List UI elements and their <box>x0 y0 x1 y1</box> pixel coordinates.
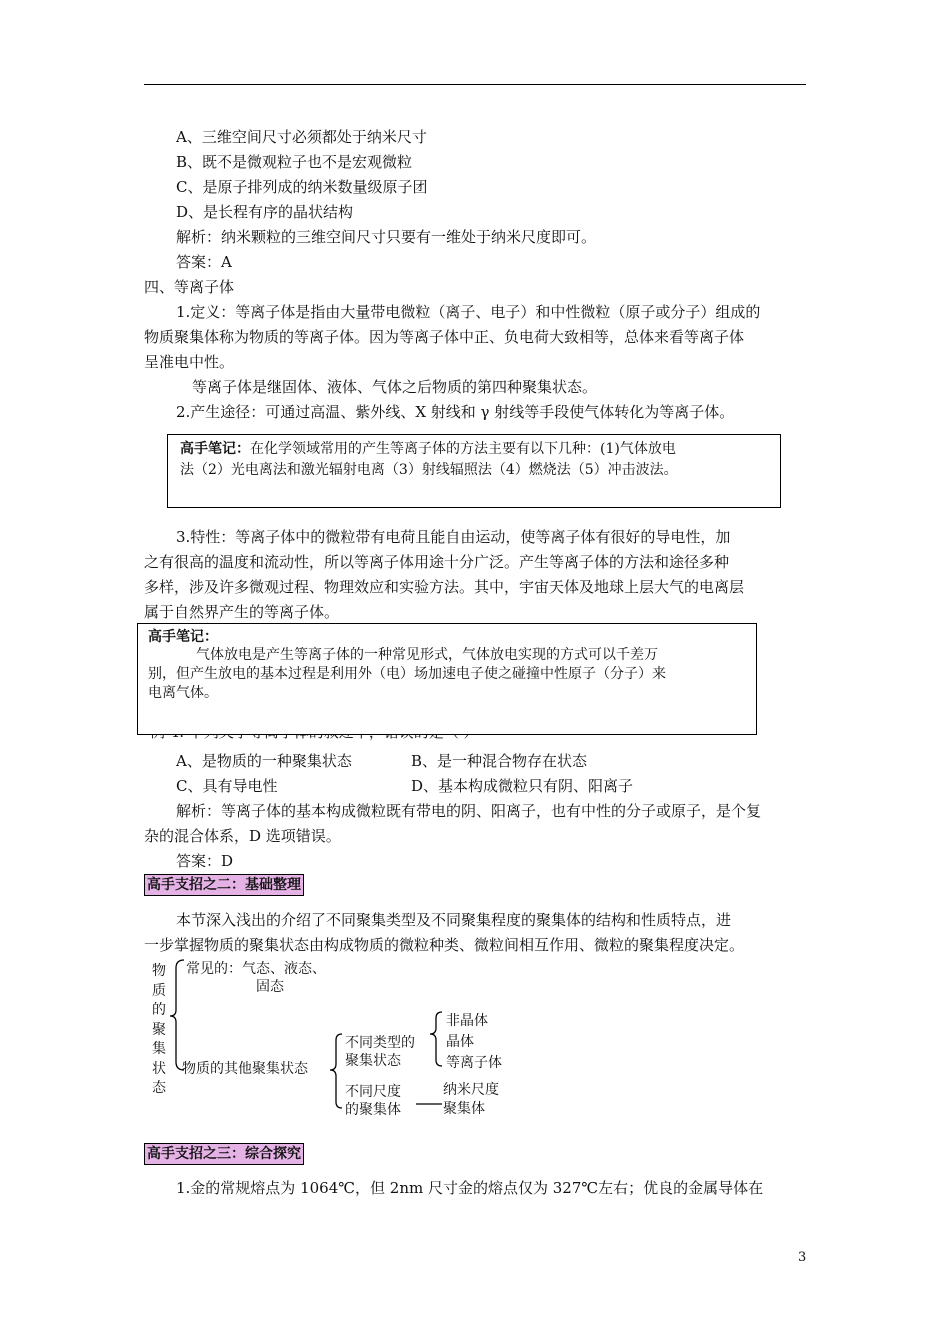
answer-q4: 答案：D <box>176 852 234 870</box>
note-1-label: 高手笔记： <box>180 441 250 457</box>
ex4-option-b: B、是一种混合物存在状态 <box>411 752 588 770</box>
gold-melting-line: 1.金的常规熔点为 1064℃，但 2nm 尺寸金的熔点仅为 327℃左右；优良的金属导体在 <box>176 1179 764 1197</box>
diagram-root: 物 质 的 聚 集 状 态 <box>152 963 166 1096</box>
note-2-line: 电离气体。 <box>148 685 218 701</box>
properties-line: 多样，涉及许多微观过程、物理效应和实验方法。其中，宇宙天体及地球上层大气的电离层 <box>144 578 745 596</box>
page-number: 3 <box>798 1250 807 1265</box>
diagram-nano: 聚集体 <box>443 1101 485 1117</box>
option-a: A、三维空间尺寸必须都处于纳米尺寸 <box>176 128 427 146</box>
properties-line: 属于自然界产生的等离子体。 <box>144 603 340 621</box>
ex4-option-c: C、具有导电性 <box>176 777 278 795</box>
answer-q3: 答案：A <box>176 253 232 271</box>
note-1-line-2: 法（2）光电离法和激光辐射电离（3）射线辐照法（4）燃烧法（5）冲击波法。 <box>180 462 678 478</box>
diagram-diff-type: 聚集状态 <box>345 1053 401 1069</box>
diagram-type-item: 非晶体 <box>446 1013 488 1029</box>
diagram-diff-size: 的聚集体 <box>345 1102 401 1118</box>
diagram-common: 固态 <box>256 979 284 995</box>
summary-line: 本节深入浅出的介绍了不同聚集类型及不同聚集程度的聚集体的结构和性质特点，进 <box>176 911 732 929</box>
ex4-option-a: A、是物质的一种聚集状态 <box>176 752 352 770</box>
diagram-diff-size: 不同尺度 <box>345 1084 401 1100</box>
analysis-q3: 解析：纳米颗粒的三维空间尺寸只要有一维处于纳米尺度即可。 <box>176 228 597 246</box>
definition-line: 物质聚集体称为物质的等离子体。因为等离子体中正、负电荷大致相等，总体来看等离子体 <box>144 328 745 346</box>
diagram-nano: 纳米尺度 <box>443 1082 499 1098</box>
fourth-state-text: 等离子体是继固体、液体、气体之后物质的第四种聚集状态。 <box>192 378 598 396</box>
properties-line: 3.特性：等离子体中的微粒带有电荷且能自由运动，使等离子体有很好的导电性，加 <box>176 528 731 546</box>
diagram-common: 常见的：气态、液态、 <box>186 961 326 977</box>
analysis-q4: 杂的混合体系，D 选项错误。 <box>144 827 341 845</box>
diagram-other-states: 物质的其他聚集状态 <box>182 1061 308 1077</box>
sub-brace <box>330 1034 342 1108</box>
ex4-option-d: D、基本构成微粒只有阴、阳离子 <box>411 777 634 795</box>
definition-line: 1.定义：等离子体是指由大量带电微粒（离子、电子）和中性微粒（原子或分子）组成的 <box>176 303 761 321</box>
definition-line: 呈准电中性。 <box>144 353 235 371</box>
type-brace <box>430 1012 442 1066</box>
section-basic-heading: 高手支招之二：基础整理 <box>144 874 304 896</box>
diagram-diff-type: 不同类型的 <box>345 1035 415 1051</box>
properties-line: 之有很高的温度和流动性，所以等离子体用途十分广泛。产生等离子体的方法和途径多种 <box>144 553 730 571</box>
analysis-q4: 解析：等离子体的基本构成微粒既有带电的阴、阳离子，也有中性的分子或原子，是个复 <box>176 802 762 820</box>
option-b: B、既不是微观粒子也不是宏观微粒 <box>176 153 413 171</box>
note-1-line-1: 高手笔记：在化学领域常用的产生等离子体的方法主要有以下几种：(1)气体放电 <box>180 441 676 457</box>
main-brace <box>170 960 184 1070</box>
option-d: D、是长程有序的晶状结构 <box>176 203 354 221</box>
summary-line: 一步掌握物质的聚集状态由构成物质的微粒种类、微粒间相互作用、微粒的聚集程度决定。 <box>144 936 745 954</box>
note-2-label: 高手笔记： <box>148 629 218 645</box>
option-c: C、是原子排列成的纳米数量级原子团 <box>176 178 428 196</box>
note-box-2 <box>137 623 757 735</box>
note-2-line: 气体放电是产生等离子体的一种常见形式，气体放电实现的方式可以千差万 <box>196 647 658 663</box>
section-synthesis-heading: 高手支招之三：综合探究 <box>144 1143 304 1165</box>
production-text: 2.产生途径：可通过高温、紫外线、X 射线和 γ 射线等手段使气体转化为等离子体。 <box>176 403 735 421</box>
section-title-plasma: 四、等离子体 <box>144 278 235 296</box>
diagram-type-item: 晶体 <box>446 1034 474 1050</box>
note-2-line: 别，但产生放电的基本过程是利用外（电）场加速电子使之碰撞中性原子（分子）来 <box>148 666 666 682</box>
diagram-type-item: 等离子体 <box>446 1055 502 1071</box>
